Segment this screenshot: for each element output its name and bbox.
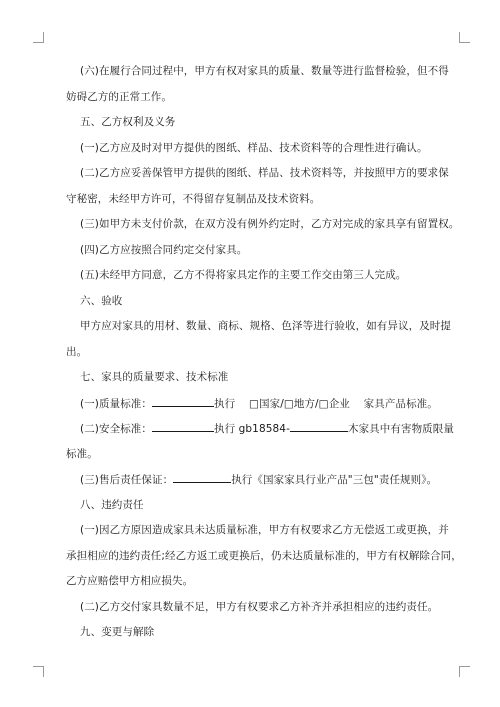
crop-mark-bottom-right <box>459 666 470 677</box>
quality-standard-suffix: 家具产品标准。 <box>363 397 438 410</box>
paragraph-line: 守秘密，未经甲方许可，不得留存复制品及技术资料。 <box>66 192 321 205</box>
quality-standard-label: (一)质量标准： <box>80 397 152 410</box>
paragraph-line: 甲方应对家具的用材、数量、商标、规格、色泽等进行验收，如有异议，及时提 <box>80 320 451 332</box>
section-heading: 五、乙方权利及义务 <box>80 116 176 128</box>
standard-checkbox-options: □国家/□地方/□企业 <box>248 397 350 410</box>
paragraph-line: 承担相应的违约责任;经乙方返工或更换后，仍未达质量标准的，甲方有权解除合同， <box>66 549 462 562</box>
quality-standard-exec: 执行 <box>214 397 236 410</box>
after-sales-line <box>66 471 436 487</box>
section-heading: 九、变更与解除 <box>80 626 155 638</box>
safety-standard-blank-1 <box>152 420 214 432</box>
paragraph-line: (一)因乙方原因造成家具未达质量标准，甲方有权要求乙方无偿返工或更换，并 <box>80 524 449 536</box>
paragraph-line: (二)乙方交付家具数量不足，甲方有权要求乙方补齐并承担相应的违约责任。 <box>80 600 439 613</box>
section-heading: 七、家具的质量要求、技术标准 <box>80 371 229 383</box>
crop-mark-bottom-left <box>33 666 44 677</box>
crop-mark-top-left <box>33 32 44 43</box>
paragraph-line: (五)未经甲方同意，乙方不得将家具定作的主要工作交由第三人完成。 <box>80 269 407 281</box>
paragraph-line: (三)如甲方未支付价款，在双方没有例外约定时，乙方对完成的家具享有留置权。 <box>80 218 460 230</box>
after-sales-label: (三)售后责任保证： <box>80 474 174 486</box>
safety-standard-label: (二)安全标准： <box>80 423 152 435</box>
paragraph-line: (六)在履行合同过程中，甲方有权对家具的质量、数量等进行监督检验，但不得 <box>80 65 449 77</box>
paragraph-line: 妨碍乙方的正常工作。 <box>66 90 172 103</box>
section-heading: 六、验收 <box>80 294 123 307</box>
crop-mark-top-right <box>459 32 470 43</box>
paragraph-line: 出。 <box>66 345 88 358</box>
paragraph-line: (二)乙方应妥善保管甲方提供的图纸、样品、技术资料等，并按照甲方的要求保 <box>80 167 449 179</box>
after-sales-blank <box>173 471 231 483</box>
section-heading: 八、违约责任 <box>80 498 144 511</box>
safety-standard-exec: 执行 gb18584- <box>214 423 290 435</box>
after-sales-rule: 执行《国家家具行业产品"三包"责任规则》。 <box>231 474 438 486</box>
paragraph-line: (四)乙方应按照合同约定交付家具。 <box>80 243 248 256</box>
quality-standard-line <box>66 395 436 411</box>
safety-standard-suffix: 木家具中有害物质限量 <box>347 423 454 435</box>
safety-standard-line <box>66 420 454 436</box>
quality-standard-blank <box>152 395 214 407</box>
document-body <box>66 63 462 640</box>
safety-standard-blank-2 <box>290 420 348 432</box>
paragraph-line: 乙方应赔偿甲方相应损失。 <box>66 575 194 587</box>
paragraph-line: (一)乙方应及时对甲方提供的图纸、样品、技术资料等的合理性进行确认。 <box>80 141 428 154</box>
paragraph-line: 标准。 <box>66 447 98 460</box>
